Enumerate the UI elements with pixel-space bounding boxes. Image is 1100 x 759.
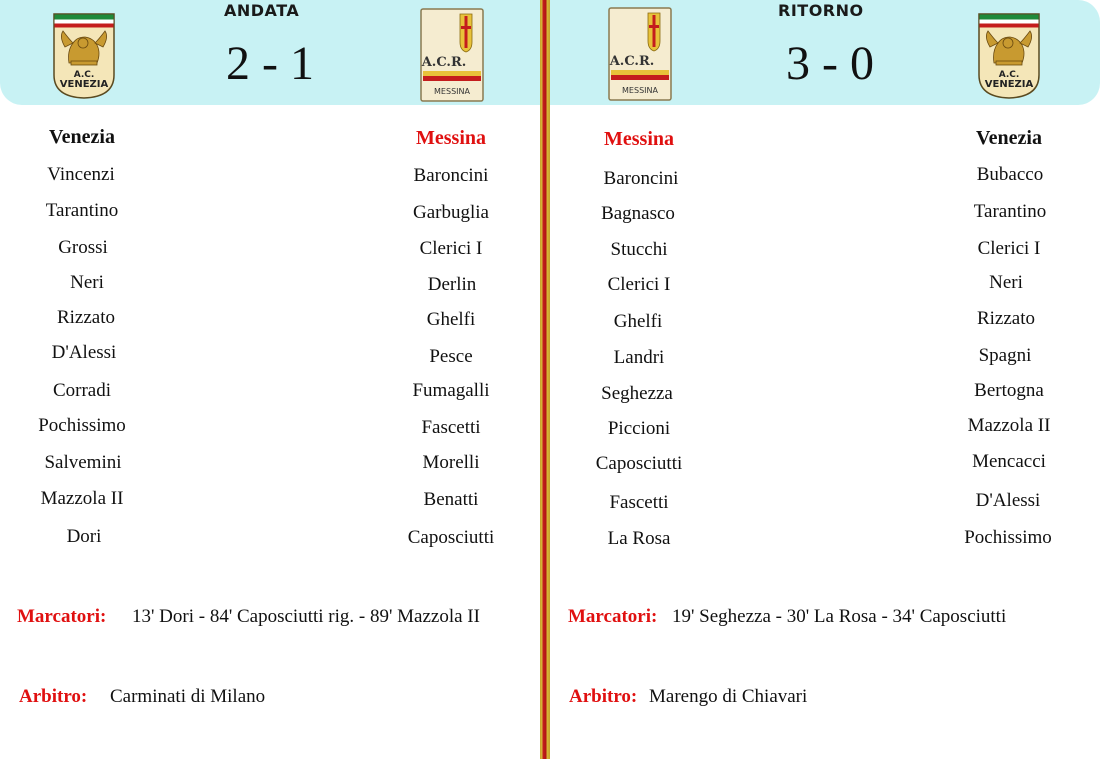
svg-text:A.C.R.: A.C.R. [421,55,467,70]
player: Ghelfi [613,311,663,332]
andata-score: 2 - 1 [226,37,314,90]
svg-text:MESSINA: MESSINA [622,86,658,95]
player: Pochissimo [38,415,126,436]
svg-text:VENEZIA: VENEZIA [984,79,1034,90]
player: Clerici I [977,238,1041,259]
player: Pesce [429,346,473,367]
andata-away-team: Messina [416,127,486,149]
cross-icon [465,16,468,48]
player: Vincenzi [47,164,115,185]
ritorno-home-team: Messina [604,128,674,150]
player: Salvemini [44,452,122,473]
center-divider [540,0,550,759]
player: Fascetti [609,492,669,513]
player: Clerici I [419,238,483,259]
player: Mazzola II [40,488,124,509]
player: Ghelfi [426,309,476,330]
ritorno-label: RITORNO [778,1,864,20]
andata-label: ANDATA [224,1,300,20]
cross-icon [653,15,656,47]
andata-scorers: 13' Dori - 84' Caposciutti rig. - 89' Mazzola II [132,606,480,627]
player: Rizzato [976,308,1036,329]
player: Dori [66,526,102,547]
player: Fumagalli [412,380,490,401]
player: Morelli [422,452,480,473]
venezia-badge-icon [53,13,115,99]
andata-scorers-label: Marcatori: [17,606,107,627]
messina-badge-icon [608,7,672,101]
svg-text:A.C.: A.C. [73,70,95,80]
ritorno-referee-label: Arbitro: [569,686,638,707]
player: Fascetti [421,417,481,438]
player: Neri [989,272,1023,293]
player: D'Alessi [975,490,1041,511]
andata-home-team: Venezia [49,126,115,148]
player: Garbuglia [413,202,489,223]
player: Mencacci [972,451,1046,472]
player: Clerici I [607,274,671,295]
player: Tarantino [973,201,1047,222]
player: Piccioni [607,418,671,439]
player: Pochissimo [964,527,1052,548]
player: Caposciutti [595,453,683,474]
ritorno-score: 3 - 0 [786,37,874,90]
player: Neri [70,272,104,293]
andata-referee-label: Arbitro: [19,686,88,707]
player: Rizzato [56,307,116,328]
svg-text:A.C.: A.C. [998,70,1020,80]
player: Landri [613,347,665,368]
messina-badge-icon [420,8,484,102]
svg-text:VENEZIA: VENEZIA [59,79,109,90]
andata-referee: Carminati di Milano [110,686,266,707]
player: Stucchi [610,239,668,260]
player: Caposciutti [407,527,495,548]
ritorno-panel [550,0,1100,759]
player: Corradi [52,380,112,401]
player: Grossi [58,237,108,258]
player: Baroncini [603,168,679,189]
player: Seghezza [601,383,673,404]
player: Bagnasco [601,203,675,224]
player: Tarantino [45,200,119,221]
svg-text:A.C.R.: A.C.R. [609,54,655,69]
player: D'Alessi [51,342,117,363]
ritorno-scorers: 19' Seghezza - 30' La Rosa - 34' Caposciutti [672,606,1007,627]
ritorno-away-team: Venezia [976,127,1042,149]
venezia-badge-icon [978,13,1040,99]
player: Mazzola II [967,415,1051,436]
player: Baroncini [413,165,489,186]
player: La Rosa [607,528,671,549]
player: Bubacco [976,164,1044,185]
player: Benatti [423,489,479,510]
player: Derlin [427,274,477,295]
svg-text:MESSINA: MESSINA [434,87,470,96]
player: Bertogna [974,380,1044,401]
ritorno-scorers-label: Marcatori: [568,606,658,627]
player: Spagni [978,345,1032,366]
ritorno-referee: Marengo di Chiavari [649,686,808,707]
